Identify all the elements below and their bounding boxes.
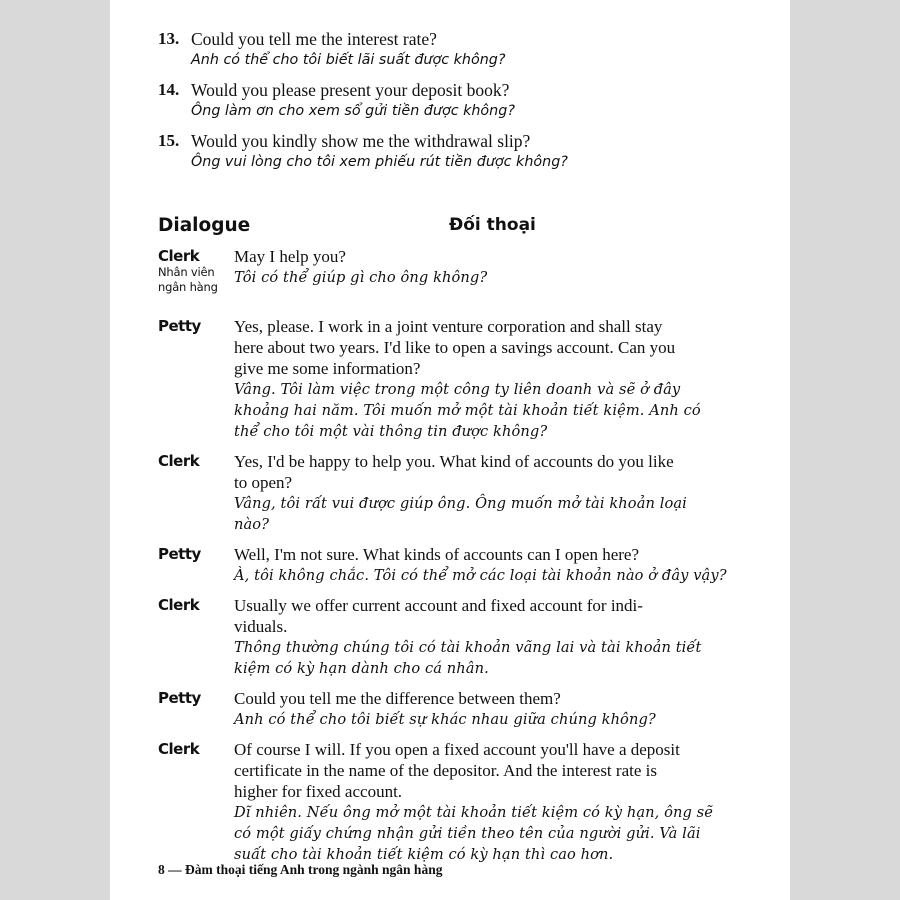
utterance-vietnamese-line: thể cho tôi một vài thông tin được không? [234,423,548,440]
speaker-name: Clerk [158,740,200,758]
section-heading-vietnamese: Đối thoại [449,215,536,235]
utterance-english-line: viduals. [234,617,288,636]
utterance-vietnamese-line: Thông thường chúng tôi có tài khoản vãng lai và tài khoản tiết [234,639,702,656]
utterance-vietnamese-line: nào? [234,516,270,533]
utterance [234,739,728,865]
numbered-phrase-list [158,28,758,181]
book-page [110,0,790,900]
utterance-english-line: Yes, I'd be happy to help you. What kind of accounts do you like [234,452,674,471]
utterance-vietnamese-line: kiệm có kỳ hạn dành cho cá nhân. [234,660,489,677]
utterance-english-line: to open? [234,473,293,492]
utterance [234,316,728,442]
utterance-vietnamese-line: suất cho tài khoản tiết kiệm có kỳ hạn thì cao hơn. [234,846,614,863]
utterance-english-line: Yes, please. I work in a joint venture corporation and shall stay [234,317,663,336]
phrase-vietnamese: Ông làm ơn cho xem sổ gửi tiền được không? [191,103,515,119]
dialogue-turn [158,595,728,679]
page-footer [158,861,442,879]
utterance-english-line: Could you tell me the difference between them? [234,689,561,708]
speaker-name: Clerk [158,452,200,470]
speaker-name: Petty [158,689,201,707]
section-heading-english: Dialogue [158,215,251,236]
speaker-name: Petty [158,545,201,563]
utterance-english-line: Well, I'm not sure. What kinds of accounts can I open here? [234,545,639,564]
utterance-english-line: higher for fixed account. [234,782,403,801]
utterance-vietnamese-line: khoảng hai năm. Tôi muốn mở một tài khoản tiết kiệm. Anh có [234,402,701,419]
phrase-item [158,79,758,121]
speaker-role-vietnamese: Nhân viên [158,265,215,279]
speaker-name: Petty [158,317,201,335]
speaker-label [158,740,232,758]
dialogue-turn [158,544,728,586]
utterance [234,451,728,535]
utterance [234,688,728,730]
utterance-vietnamese-line: Dĩ nhiên. Nếu ông mở một tài khoản tiết kiệm có kỳ hạn, ông sẽ [234,804,713,821]
utterance-english-line: Usually we offer current account and fixed account for indi- [234,596,643,615]
utterance-english-line: give me some information? [234,359,421,378]
phrase-vietnamese: Anh có thể cho tôi biết lãi suất được không? [191,52,506,68]
utterance-english-line: Of course I will. If you open a fixed account you'll have a deposit [234,740,680,759]
phrase-number: 14. [158,80,180,99]
speaker-label [158,247,232,295]
speaker-label [158,689,232,707]
utterance-vietnamese-line: có một giấy chứng nhận gửi tiền theo tên của người gửi. Và lãi [234,825,701,842]
footer-separator: — [168,862,182,877]
utterance-vietnamese-line: Anh có thể cho tôi biết sự khác nhau giữa chúng không? [234,711,656,728]
phrase-english: Would you please present your deposit book? [191,80,510,100]
page-number: 8 [158,862,165,877]
dialogue-turn [158,451,728,535]
dialogue-turn [158,316,728,442]
dialogue-turn [158,246,728,307]
utterance [234,595,728,679]
utterance-english-line: May I help you? [234,247,346,266]
speaker-label [158,452,232,470]
phrase-vietnamese: Ông vui lòng cho tôi xem phiếu rút tiền được không? [191,154,568,170]
utterance-vietnamese-line: Tôi có thể giúp gì cho ông không? [234,269,488,286]
dialogue [158,246,728,874]
dialogue-turn [158,688,728,730]
utterance-english-line: here about two years. I'd like to open a savings account. Can you [234,338,676,357]
speaker-name: Clerk [158,247,200,265]
utterance-english-line: certificate in the name of the depositor. And the interest rate is [234,761,657,780]
phrase-english: Would you kindly show me the withdrawal slip? [191,131,531,151]
utterance-vietnamese-line: Vâng, tôi rất vui được giúp ông. Ông muốn mở tài khoản loại [234,495,687,512]
phrase-english: Could you tell me the interest rate? [191,29,437,49]
speaker-label [158,317,232,335]
speaker-name: Clerk [158,596,200,614]
utterance [234,544,728,586]
utterance [234,246,728,307]
speaker-label [158,596,232,614]
phrase-item [158,28,758,70]
utterance-vietnamese-line: Vâng. Tôi làm việc trong một công ty liên doanh và sẽ ở đây [234,381,681,398]
speaker-role-vietnamese: ngân hàng [158,280,218,294]
phrase-item [158,130,758,172]
phrase-number: 13. [158,29,180,48]
utterance-vietnamese-line: À, tôi không chắc. Tôi có thể mở các loại tài khoản nào ở đây vậy? [234,567,727,584]
speaker-label [158,545,232,563]
dialogue-turn [158,739,728,865]
phrase-number: 15. [158,131,180,150]
book-title: Đàm thoại tiếng Anh trong ngành ngân hàng [185,862,443,877]
